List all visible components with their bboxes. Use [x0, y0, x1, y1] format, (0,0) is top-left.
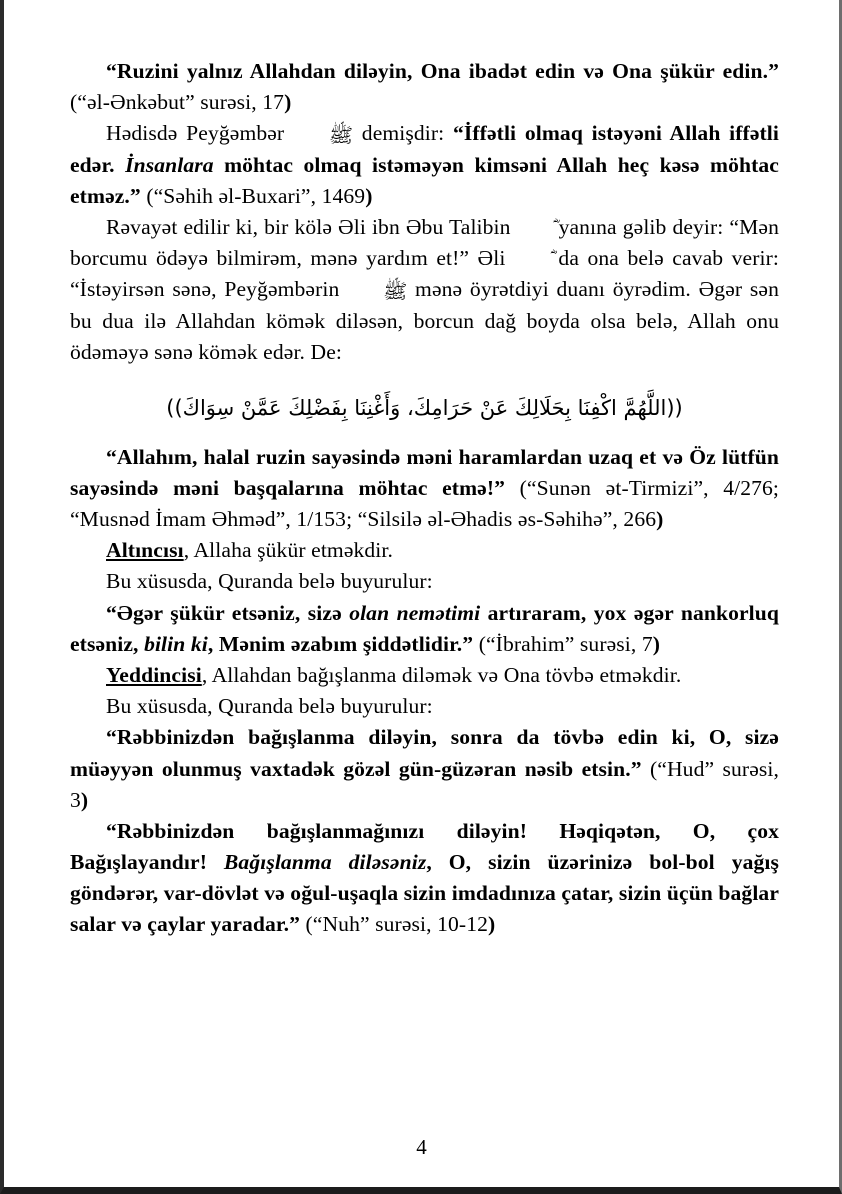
translation-reference: (“Sunən ət-Tirmizi”, 4/276; “Musnəd İmam Əhməd”, 1/153; “Silsilə əl-Əhadis əs-Səhihə”, 266: [70, 475, 779, 532]
paragraph-point-six: [70, 535, 779, 566]
paragraph-story-ali: Rəvayət edilir ki, bir kölə Əli ibn Əbu Talibin yanına gəlib deyir: “Mən borcumu ödəyə bilmirəm, mənə yardım et!” Əli da ona belə cavab verir: “İstəyirsən sənə, Peyğəmbərin ﷺ mənə öyrətdiyi duanı öyrədim. Əgər sən bu dua ilə Allahdan kömək diləsən, borcun dağ boyda olsa belə, Allah onu ödəməyə sənə kömək edər. De:: [70, 214, 779, 364]
story-part3: da ona belə cavab verir: “İstəyirsən sənə, Peyğəmbərin: [70, 246, 779, 302]
ibrahim-text-part3: , Mənim əzabım şiddətlidir.”: [207, 631, 474, 656]
paragraph-quran-hud: [70, 722, 779, 816]
quran-intro-2-text: Bu xüsusda, Quranda belə buyurulur:: [106, 694, 433, 719]
story-part2: yanına gəlib deyir: “Mən borcumu ödəyə bilmirəm, mənə yardım et!” Əli: [70, 214, 779, 271]
point-seven-text: , Allahdan bağışlanma diləmək və Ona tövbə etməkdir.: [201, 662, 682, 687]
nuh-reference-close: ): [488, 912, 496, 937]
ibrahim-text-part2: artıraram, yox əgər nankorluq etsəniz,: [70, 600, 779, 656]
hadith-said: demişdir:: [353, 121, 453, 146]
nuh-reference: (“Nuh” surəsi, 10-12: [300, 912, 489, 937]
ibrahim-emphasis-2: bilin ki: [144, 631, 208, 656]
ibrahim-reference-close: ): [652, 631, 661, 656]
hadith-text-part2: möhtac olmaq istəməyən kimsəni Allah heç kəsə möhtac etməz.”: [70, 152, 779, 208]
story-part4: mənə öyrətdiyi duanı öyrədim. Əgər sən bu dua ilə Allahdan kömək diləsən, borcun dağ boyda olsa belə, Allah onu ödəməyə sənə kömək edər. De:: [70, 277, 779, 364]
story-part1: Rəvayət edilir ki, bir kölə Əli ibn Əbu Talibin: [106, 214, 517, 239]
paragraph-translation-allahim: [70, 442, 779, 536]
hadith-text-part1: “İffətli olmaq istəyəni Allah iffətli edər.: [70, 121, 779, 177]
page-content: [70, 56, 779, 941]
nuh-text-part2: , O, sizin üzərinizə bol-bol yağış göndərər, var-dövlət və oğul-uşaqla sizin imdadınıza çatar, sizin üçün bağlar salar və çaylar yaradar.”: [70, 850, 779, 937]
ibrahim-reference: (“İbrahim” surəsi, 7: [473, 631, 653, 656]
hud-text: “Rəbbinizdən bağışlanma diləyin, sonra da tövbə edin ki, O, sizə müəyyən olunmuş vaxtadək gözəl gün-güzəran nəsib etsin.”: [70, 725, 779, 781]
hud-reference: (“Hud” surəsi, 3: [70, 756, 780, 812]
paragraph-hadith-iffetli: Hədisdə Peyğəmbər ﷺ demişdir: “İffətli olmaq istəyəni Allah iffətli edər. İnsanlara möhtac olmaq istəməyən kimsəni Allah heç kəsə möhtac etməz.” (“Səhih əl-Buxari”, 1469): [70, 121, 779, 208]
nuh-text-part1: “Rəbbinizdən bağışlanmağınızı diləyin! Həqiqətən, O, çox Bağışlayandır!: [70, 818, 779, 875]
arabic-supplication: ((اللَّهُمَّ اكْفِنَا بِحَلَالِكَ عَنْ حَرَامِكَ، وَأَغْنِنَا بِفَضْلِكَ عَمَّنْ سِوَاكَ)): [166, 395, 683, 420]
ibrahim-text-part1: “Əgər şükür etsəniz, sizə: [106, 600, 350, 625]
paragraph-quran-ibrahim: [70, 598, 779, 660]
hadith-reference: (“Səhih əl-Buxari”, 1469: [140, 183, 366, 208]
hud-reference-close: ): [80, 787, 89, 812]
hadith-emphasis-insanlara: İnsanlara: [125, 152, 214, 177]
point-six-text: , Allaha şükür etməkdir.: [183, 538, 393, 563]
paragraph-quran-intro-1: [70, 566, 779, 597]
hadith-reference-close: ): [365, 183, 373, 208]
point-six-label: Altıncısı: [106, 538, 184, 563]
quote-reference: (“əl-Ənkəbut” surəsi, 17: [70, 90, 285, 115]
hadith-intro: Hədisdə Peyğəmbər: [106, 121, 293, 146]
point-seven-label: Yeddincisi: [106, 662, 202, 687]
paragraph-point-seven: [70, 660, 779, 691]
translation-reference-close: ): [656, 507, 664, 532]
paragraph-quran-intro-2: [70, 691, 779, 722]
paragraph-quran-nuh: [70, 816, 779, 941]
quran-intro-1-text: Bu xüsusda, Quranda belə buyurulur:: [106, 569, 433, 594]
quote-text: “Ruzini yalnız Allahdan diləyin, Ona ibadət edin və Ona şükür edin.”: [106, 59, 779, 83]
nuh-emphasis: Bağışlanma diləsəniz: [223, 850, 427, 875]
ibrahim-emphasis-1: olan nemətimi: [349, 600, 481, 625]
quote-reference-close: ): [284, 90, 292, 115]
paragraph-quran-ankabut: [70, 56, 779, 118]
page-number: 4: [416, 1135, 427, 1159]
translation-text: “Allahım, halal ruzin sayəsində məni haramlardan uzaq et və Öz lütfün sayəsində məni başqalarına möhtac etmə!”: [70, 444, 779, 500]
